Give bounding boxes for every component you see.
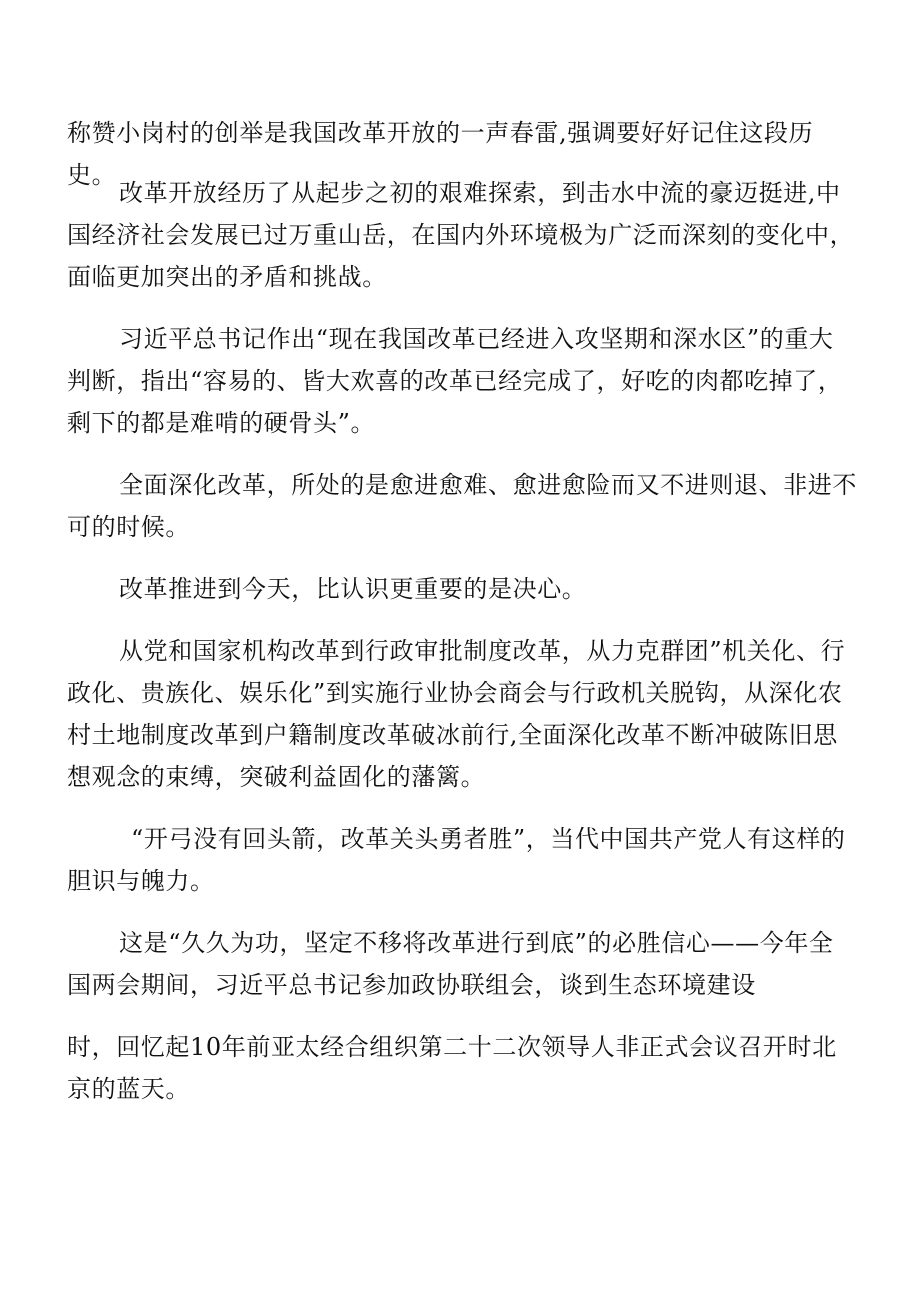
paragraph-4: 全面深化改革，所处的是愈进愈难、愈进愈险而又不进则退、非进不可的时候。 <box>67 471 857 541</box>
paragraph-6: 从党和国家机构改革到行政审批制度改革，从力克群团”机关化、行政化、贵族化、娱乐化”到实施行业协会商会与行政机关脱钩，从深化农村土地制度改革到户籍制度改革破冰前行,全面深化改革不断冲破陈旧思想观念的束缚，突破利益固化的藩篱。 <box>67 637 846 791</box>
paragraph-7: “开弓没有回头箭，改革关头勇者胜”，当代中国共产党人有这样的胆识与魄力。 <box>67 825 846 895</box>
paragraph-1: 称赞小岗村的创举是我国改革开放的一声春雷,强调要好好记住这段历史。 <box>67 119 814 189</box>
paragraph-8: 这是“久久为功，坚定不移将改革进行到底”的必胜信心——今年全国两会期间，习近平总书记参加政协联组会，谈到生态环境建设 <box>67 929 834 999</box>
paragraph-3: 习近平总书记作出“现在我国改革已经进入攻坚期和深水区”的重大判断，指出“容易的、皆大欢喜的改革已经完成了，好吃的肉都吃掉了，剩下的都是难啃的硬骨头”。 <box>67 325 843 437</box>
paragraph-5: 改革推进到今天，比认识更重要的是决心。 <box>119 575 587 603</box>
paragraph-9: 时，回忆起10年前亚太经合组织第二十二次领导人非正式会议召开时北京的蓝天。 <box>67 1033 837 1103</box>
paragraph-2: 改革开放经历了从起步之初的艰难探索，到击水中流的豪迈挺进,中国经济社会发展已过万重山岳，在国内外环境极为广泛而深刻的变化中，面临更加突出的矛盾和挑战。 <box>67 179 855 291</box>
